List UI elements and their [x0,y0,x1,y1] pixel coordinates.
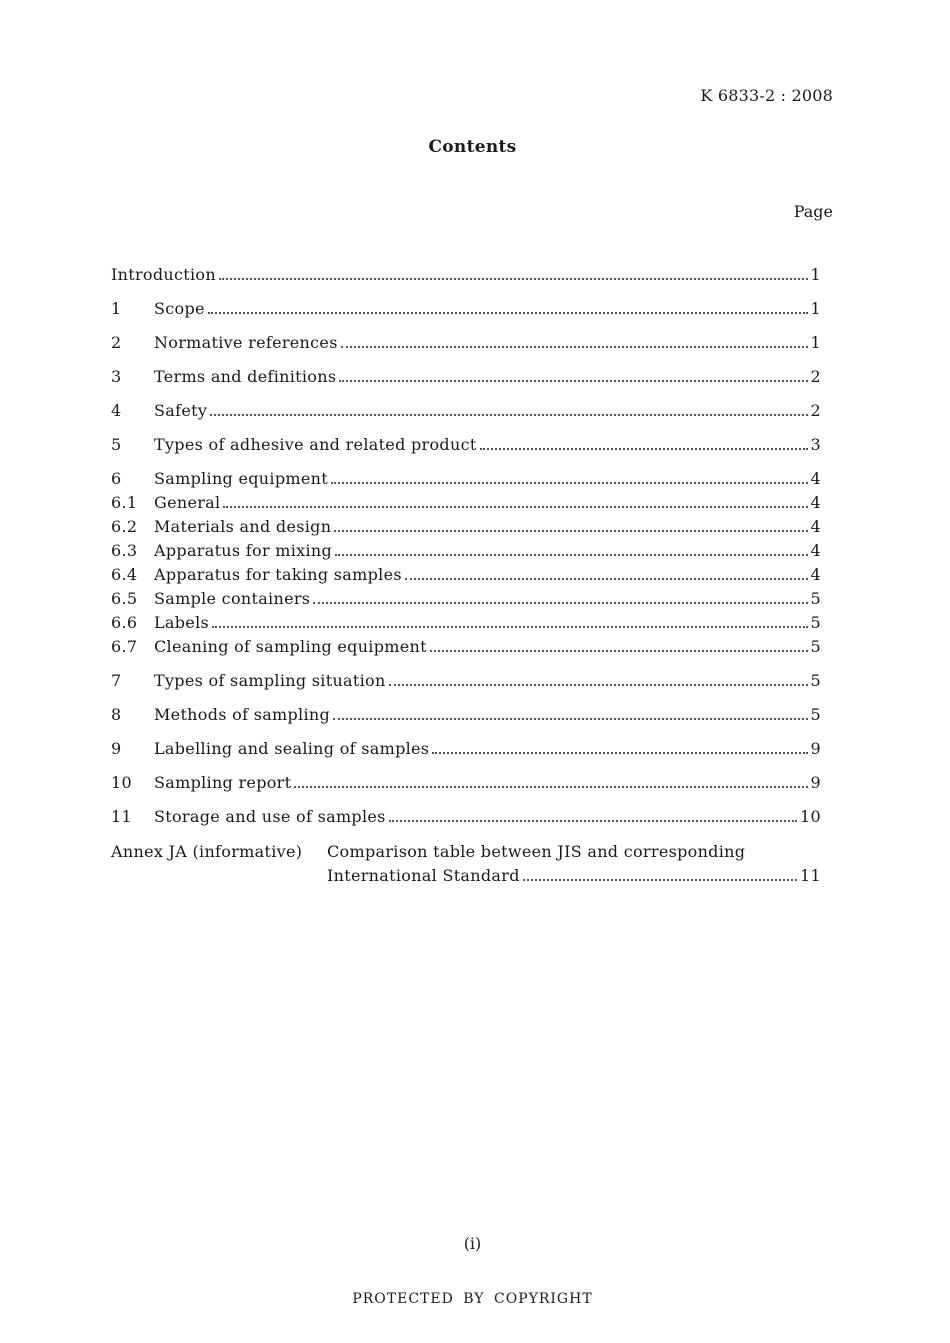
toc-entry-number: 11 [111,807,132,826]
toc-entry[interactable] [111,805,821,829]
standard-number: K 6833-2 : 2008 [700,86,833,105]
dot-leader [523,879,797,881]
toc-entry-page: 4 [810,565,821,584]
toc-entry[interactable] [111,611,821,635]
toc-entry-number: 10 [111,773,132,792]
contents-title: Contents [428,137,517,157]
toc-entry-number: 6.7 [111,637,138,656]
toc-entry-title: Types of adhesive and related product [154,435,477,454]
toc-entry-number: 6.3 [111,541,138,560]
annex-title-line1: Comparison table between JIS and corresponding [327,842,746,861]
toc-entry-number: 6.5 [111,589,138,608]
toc-entry[interactable] [111,263,821,287]
dot-leader [210,414,807,416]
dot-leader [405,578,808,580]
copyright-notice: PROTECTED BY COPYRIGHT [352,1291,593,1307]
annex-title-line2: International Standard [327,866,520,885]
toc-entry-title: Materials and design [154,517,332,536]
toc-entry[interactable] [111,331,821,355]
dot-leader [389,820,797,822]
toc-entry-page: 3 [810,435,821,454]
toc-entry-title: Sampling equipment [154,469,328,488]
dot-leader [341,346,808,348]
table-of-contents [111,263,821,829]
dot-leader [212,626,808,628]
toc-entry-title: Labelling and sealing of samples [154,739,430,758]
toc-entry-page: 1 [810,333,821,352]
toc-entry[interactable] [111,703,821,727]
toc-entry-number: 6.1 [111,493,138,512]
toc-entry[interactable] [111,515,821,539]
toc-entry-page: 4 [810,541,821,560]
dot-leader [432,752,807,754]
toc-entry-number: 6.4 [111,565,138,584]
toc-entry-number: 6 [111,469,122,488]
toc-entry[interactable] [111,297,821,321]
dot-leader [208,312,808,314]
toc-entry-page: 4 [810,517,821,536]
toc-entry[interactable] [111,587,821,611]
dot-leader [389,684,808,686]
dot-leader [294,786,807,788]
toc-entry-number: 6.6 [111,613,138,632]
toc-entry-title: Introduction [111,265,216,284]
toc-entry-number: 8 [111,705,122,724]
toc-entry-page: 9 [810,773,821,792]
toc-entry-page: 5 [810,637,821,656]
toc-entry-page: 10 [800,807,821,826]
toc-entry-page: 5 [810,613,821,632]
dot-leader [480,448,808,450]
annex-entry[interactable] [111,840,821,888]
annex-page-number: 11 [800,866,821,885]
toc-entry[interactable] [111,737,821,761]
toc-entry-page: 9 [810,739,821,758]
toc-entry-number: 3 [111,367,122,386]
dot-leader [333,718,807,720]
toc-entry-page: 4 [810,493,821,512]
toc-entry[interactable] [111,399,821,423]
toc-entry[interactable] [111,669,821,693]
dot-leader [331,482,808,484]
toc-entry-page: 5 [810,589,821,608]
toc-entry-number: 9 [111,739,122,758]
toc-entry-title: Labels [154,613,210,632]
annex-label: Annex JA (informative) [111,842,303,861]
toc-entry-title: Storage and use of samples [154,807,386,826]
toc-entry[interactable] [111,467,821,491]
toc-entry[interactable] [111,365,821,389]
toc-entry-page: 5 [810,705,821,724]
toc-entry-title: Scope [154,299,205,318]
toc-entry-title: Types of sampling situation [154,671,386,690]
toc-entry-number: 2 [111,333,122,352]
toc-entry-number: 5 [111,435,122,454]
toc-entry-title: Methods of sampling [154,705,331,724]
dot-leader [339,380,807,382]
dot-leader [223,506,807,508]
dot-leader [313,602,807,604]
toc-entry-number: 6.2 [111,517,138,536]
toc-entry-title: Normative references [154,333,338,352]
toc-entry-title: General [154,493,221,512]
toc-entry[interactable] [111,563,821,587]
toc-entry-title: Safety [154,401,208,420]
page-column-label: Page [793,202,833,221]
toc-entry-page: 4 [810,469,821,488]
toc-entry-title: Terms and definitions [154,367,337,386]
toc-entry[interactable] [111,433,821,457]
dot-leader [335,554,807,556]
toc-entry[interactable] [111,539,821,563]
toc-entry-page: 1 [810,265,821,284]
toc-entry-number: 1 [111,299,122,318]
toc-entry-page: 5 [810,671,821,690]
toc-entry-page: 1 [810,299,821,318]
toc-entry-number: 4 [111,401,122,420]
toc-entry-title: Apparatus for taking samples [154,565,402,584]
dot-leader [334,530,807,532]
toc-entry-number: 7 [111,671,122,690]
toc-entry-page: 2 [810,401,821,420]
page-number: (i) [463,1234,482,1253]
toc-entry-page: 2 [810,367,821,386]
toc-entry-title: Apparatus for mixing [154,541,333,560]
dot-leader [430,650,808,652]
toc-entry-title: Cleaning of sampling equipment [154,637,427,656]
toc-entry[interactable] [111,771,821,795]
toc-entry[interactable] [111,635,821,659]
dot-leader [219,278,808,280]
toc-entry-title: Sampling report [154,773,292,792]
toc-entry-title: Sample containers [154,589,311,608]
toc-entry[interactable] [111,491,821,515]
